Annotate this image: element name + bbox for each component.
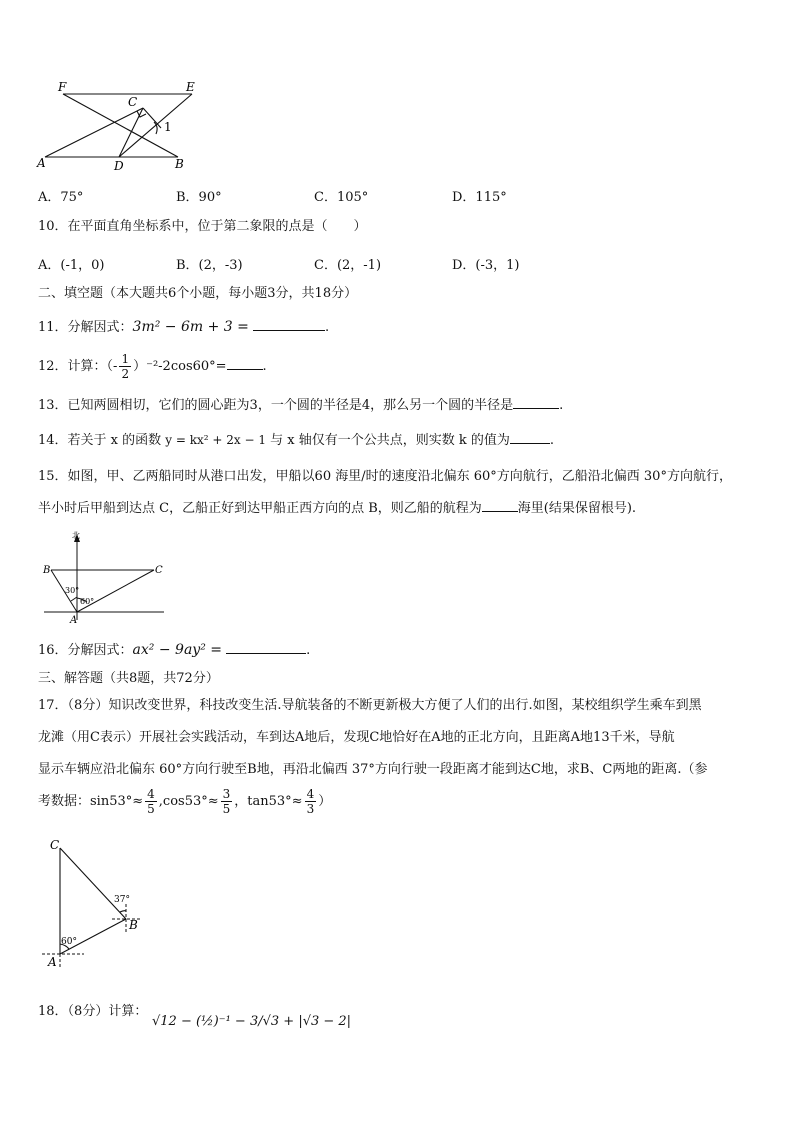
q17-frac-2-num: 3 (222, 787, 231, 801)
label-C2: C (155, 565, 163, 576)
q13-answer-blank[interactable] (513, 394, 559, 409)
q12-denominator: 2 (121, 367, 130, 381)
label-north: 北 (72, 531, 80, 540)
q9-option-b: B．90° (176, 190, 222, 205)
label-37: 37° (114, 895, 130, 905)
label-60b: 60° (61, 937, 77, 947)
section-3-heading: 三、解答题（共8题，共72分） (38, 671, 219, 686)
q11 (38, 316, 329, 338)
label-F: F (58, 80, 67, 94)
q12-middle: ）⁻²-2cos60°= (133, 359, 227, 374)
figure-navigation (38, 836, 148, 972)
q17-cos: ,cos53°≈ (158, 794, 219, 809)
q15-answer-blank[interactable] (482, 497, 518, 512)
q17-line-1: 17．（8分）知识改变世界，科技改变生活.导航装备的不断更新极大方便了人们的出行.如图，某校组织学生乘车到黑 (38, 698, 702, 713)
q12 (38, 352, 267, 382)
q16-answer-blank[interactable] (226, 639, 306, 654)
label-60: 60° (80, 597, 95, 606)
q11-end: . (325, 320, 330, 335)
q12-prefix: 12．计算：（ (38, 359, 114, 374)
figure-parallelogram (36, 80, 206, 174)
q12-answer-blank[interactable] (227, 355, 263, 370)
q17-sin: 考数据：sin53°≈ (38, 794, 144, 809)
q12-end: . (262, 359, 267, 374)
q15-line-2-a: 半小时后甲船到达点 C，乙船正好到达甲船正西方向的点 B，则乙船的航程为 (38, 501, 482, 516)
q17-frac-1-num: 4 (147, 787, 155, 801)
q9-option-a: A．75° (38, 190, 84, 205)
label-A: A (37, 156, 46, 170)
q16-prefix: 16．分解因式： (38, 643, 133, 658)
q12-numerator: 1 (121, 352, 130, 366)
q14-answer-blank[interactable] (510, 429, 550, 444)
label-C: C (128, 95, 138, 109)
q17-end: ） (318, 794, 332, 809)
q17-line-3: 显示车辆应沿北偏东 60°方向行驶至B地，再沿北偏西 37°方向行驶一段距离才能到达C地，求B、C两地的距离.（参 (38, 762, 708, 777)
q17-frac-1-den: 5 (147, 802, 155, 816)
label-E: E (186, 80, 195, 94)
q12-minus: - (113, 359, 118, 374)
q17-frac-2-den: 5 (222, 802, 231, 816)
section-2-heading: 二、填空题（本大题共6个小题，每小题3分，共18分） (38, 286, 358, 301)
q15-line-2-b: 海里(结果保留根号). (517, 501, 637, 516)
q14-end: . (549, 433, 555, 448)
label-A2: A (70, 615, 78, 626)
q13-text: 13．已知两圆相切，它们的圆心距为3，一个圆的半径是4，那么另一个圆的半径是 (38, 398, 514, 413)
q18-expression: √12 − (½)⁻¹ − 3/√3 + |√3 − 2| (152, 1014, 352, 1029)
q10-option-c: C．(2，-1) (314, 258, 382, 273)
label-one: 1 (164, 120, 172, 134)
q13-end: . (559, 398, 564, 413)
q11-prefix: 11．分解因式： (38, 320, 133, 335)
label-C3: C (50, 838, 60, 852)
q17-frac-3-den: 3 (306, 802, 315, 816)
q18-label: 18．（8分）计算： (38, 1004, 148, 1019)
q10-option-a: A．(-1，0) (38, 258, 105, 273)
q15-line-1: 15．如图，甲、乙两船同时从港口出发，甲船以60 海里/时的速度沿北偏东 60°方向航行，乙船沿北偏西 30°方向航行， (38, 469, 732, 484)
label-B3: B (129, 918, 138, 932)
q17-line-2: 龙滩（用C表示）开展社会实践活动，车到达A地后，发现C地恰好在A地的正北方向，且距离A地13千米，导航 (38, 730, 675, 745)
label-B: B (175, 157, 184, 171)
q13 (38, 394, 563, 416)
q17-frac-2 (221, 787, 233, 816)
q10-option-d: D．(-3，1) (452, 258, 520, 273)
label-30: 30° (65, 586, 80, 595)
q14-prefix: 14．若关于 x 的函数 (38, 433, 166, 448)
label-A3: A (48, 955, 57, 969)
label-B2: B (43, 565, 51, 576)
q10-option-b: B．(2，-3) (176, 258, 243, 273)
q16-end: . (306, 643, 311, 658)
q11-expression: 3m² − 6m + 3 = (132, 319, 249, 335)
q14 (38, 429, 554, 451)
q17-frac-1 (145, 787, 157, 816)
q16 (38, 639, 310, 661)
q9-option-d: D．115° (452, 190, 507, 205)
label-D: D (114, 159, 124, 173)
figure-ships (38, 530, 168, 626)
q9-option-c: C．105° (314, 190, 369, 205)
q16-expression: ax² − 9ay² = (132, 642, 222, 658)
q14-suffix: 与 x 轴仅有一个公共点，则实数 k 的值为 (266, 433, 510, 448)
q14-expression: y = kx² + 2x − 1 (165, 433, 266, 447)
q17-frac-3-num: 4 (306, 787, 315, 801)
q17-frac-3 (305, 787, 317, 816)
q10-text: 10．在平面直角坐标系中，位于第二象限的点是（ ） (38, 219, 367, 234)
q15-line-2 (38, 497, 636, 519)
q17-tan: ，tan53°≈ (234, 794, 303, 809)
q12-fraction (119, 352, 131, 381)
q11-answer-blank[interactable] (253, 316, 325, 331)
q17-line-4 (38, 782, 331, 822)
